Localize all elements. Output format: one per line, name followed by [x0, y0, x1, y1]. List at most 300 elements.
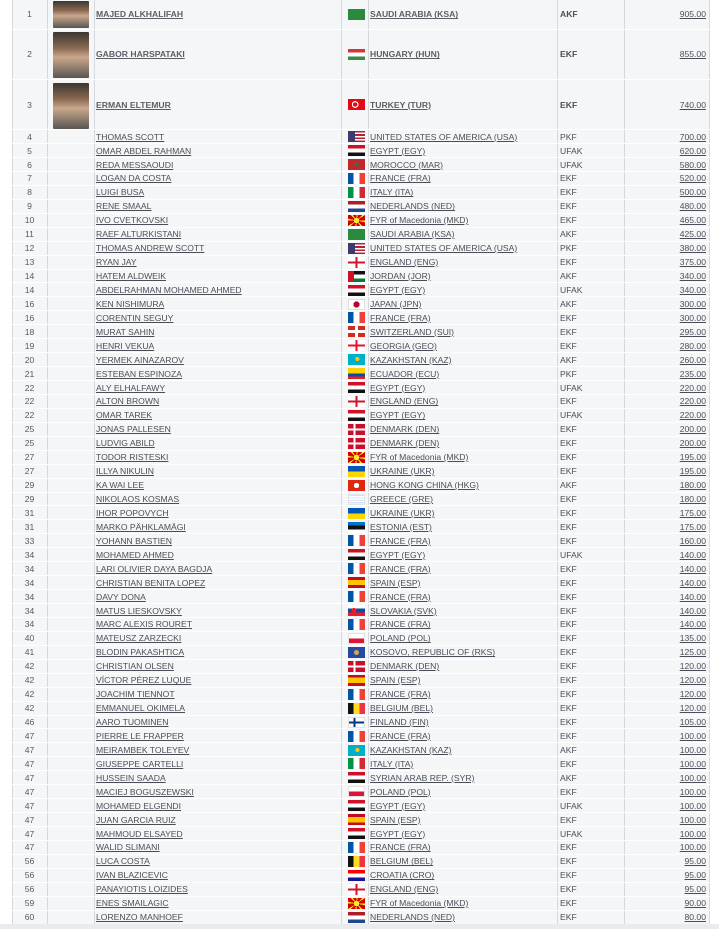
table-row — [12, 729, 710, 743]
points-link[interactable]: 465.00 — [679, 215, 706, 226]
athlete-name-link[interactable]: GABOR HARSPATAKI — [96, 49, 185, 60]
country-link[interactable]: JAPAN (JPN) — [370, 298, 422, 309]
country-link[interactable]: KAZAKHSTAN (KAZ) — [370, 354, 452, 365]
points-link[interactable]: 120.00 — [679, 703, 706, 714]
points-link[interactable]: 620.00 — [679, 145, 706, 156]
table-row — [12, 297, 710, 311]
flag-cell — [341, 450, 368, 464]
photo-cell — [47, 827, 94, 841]
points-link[interactable]: 160.00 — [679, 535, 706, 546]
points-link[interactable]: 105.00 — [679, 717, 706, 728]
country-link[interactable]: JORDAN (JOR) — [370, 271, 431, 282]
athlete-name-cell — [94, 130, 341, 144]
country-link[interactable]: EGYPT (EGY) — [370, 549, 426, 560]
athlete-name-cell — [94, 79, 341, 129]
points-cell — [624, 715, 710, 729]
egy-flag-icon — [348, 828, 365, 839]
athlete-name-link[interactable]: CHRISTIAN OLSEN — [96, 661, 174, 672]
country-link[interactable]: EGYPT (EGY) — [370, 800, 426, 811]
fra-flag-icon — [348, 731, 365, 742]
points-link[interactable]: 100.00 — [679, 758, 706, 769]
points-link[interactable]: 480.00 — [679, 201, 706, 212]
athlete-name-link[interactable]: MARC ALEXIS ROURET — [96, 619, 192, 630]
points-link[interactable]: 120.00 — [679, 661, 706, 672]
photo-cell — [47, 269, 94, 283]
flag-cell — [341, 144, 368, 158]
athlete-name-link[interactable]: JUAN GARCIA RUIZ — [96, 814, 176, 825]
athlete-photo — [53, 32, 89, 78]
rank-cell: 47 — [12, 840, 47, 854]
country-link[interactable]: ECUADOR (ECU) — [370, 368, 440, 379]
points-link[interactable]: 80.00 — [684, 912, 706, 923]
points-link[interactable]: 905.00 — [679, 9, 706, 20]
points-link[interactable]: 280.00 — [679, 340, 706, 351]
athlete-name-link[interactable]: ENES SMAILAGIC — [96, 898, 169, 909]
athlete-name-link[interactable]: HUSSEIN SAADA — [96, 772, 166, 783]
athlete-name-link[interactable]: IVAN BLAZICEVIC — [96, 870, 168, 881]
rank-cell: 34 — [12, 562, 47, 576]
athlete-name-cell — [94, 325, 341, 339]
country-link[interactable]: NEDERLANDS (NED) — [370, 912, 455, 923]
country-link[interactable]: SLOVAKIA (SVK) — [370, 605, 437, 616]
athlete-name-cell — [94, 562, 341, 576]
association-cell: EKF — [557, 840, 624, 854]
athlete-name-link[interactable]: LOGAN DA COSTA — [96, 173, 172, 184]
athlete-name-link[interactable]: HENRI VEKUA — [96, 340, 155, 351]
athlete-name-link[interactable]: GIUSEPPE CARTELLI — [96, 758, 184, 769]
points-cell — [624, 283, 710, 297]
country-link[interactable]: DENMARK (DEN) — [370, 661, 440, 672]
athlete-name-link[interactable]: YERMEK AINAZAROV — [96, 354, 184, 365]
country-link[interactable]: UNITED STATES OF AMERICA (USA) — [370, 243, 518, 254]
table-row — [12, 79, 710, 129]
points-cell — [624, 408, 710, 422]
photo-cell — [47, 757, 94, 771]
points-link[interactable]: 220.00 — [679, 396, 706, 407]
athlete-name-link[interactable]: RYAN JAY — [96, 257, 137, 268]
table-row — [12, 659, 710, 673]
photo-cell — [47, 185, 94, 199]
athlete-name-link[interactable]: THOMAS SCOTT — [96, 131, 165, 142]
athlete-name-link[interactable]: BLODIN PAKASHTICA — [96, 647, 185, 658]
points-link[interactable]: 140.00 — [679, 619, 706, 630]
table-row — [12, 185, 710, 199]
athlete-name-cell — [94, 29, 341, 79]
points-link[interactable]: 140.00 — [679, 549, 706, 560]
athlete-name-cell — [94, 854, 341, 868]
athlete-name-cell — [94, 659, 341, 673]
athlete-name-link[interactable]: CORENTIN SEGUY — [96, 312, 174, 323]
flag-cell — [341, 534, 368, 548]
country-link[interactable]: NEDERLANDS (NED) — [370, 201, 455, 212]
athlete-name-link[interactable]: DAVY DONA — [96, 591, 146, 602]
mar-flag-icon — [348, 159, 365, 170]
rank-cell: 2 — [12, 29, 47, 79]
points-cell — [624, 311, 710, 325]
country-link[interactable]: EGYPT (EGY) — [370, 828, 426, 839]
country-link[interactable]: MOROCCO (MAR) — [370, 159, 444, 170]
association-cell: UFAK — [557, 408, 624, 422]
country-link[interactable]: SAUDI ARABIA (KSA) — [370, 229, 455, 240]
horizontal-scrollbar[interactable] — [0, 924, 719, 929]
country-link[interactable]: TURKEY (TUR) — [370, 99, 431, 110]
athlete-name-link[interactable]: ESTEBAN ESPINOZA — [96, 368, 182, 379]
athlete-name-link[interactable]: ABDELRAHMAN MOHAMED AHMED — [96, 284, 242, 295]
country-cell — [368, 910, 557, 924]
athlete-name-link[interactable]: MAJED ALKHALIFAH — [96, 9, 184, 20]
points-cell — [624, 882, 710, 896]
sui-flag-icon — [348, 326, 365, 337]
points-link[interactable]: 340.00 — [679, 284, 706, 295]
athlete-name-link[interactable]: ERMAN ELTEMUR — [96, 99, 171, 110]
country-link[interactable]: FRANCE (FRA) — [370, 842, 431, 853]
country-link[interactable]: FRANCE (FRA) — [370, 173, 431, 184]
rank-cell: 29 — [12, 492, 47, 506]
geo-flag-icon — [348, 340, 365, 351]
points-cell — [624, 158, 710, 172]
points-cell — [624, 353, 710, 367]
country-link[interactable]: SPAIN (ESP) — [370, 577, 421, 588]
country-link[interactable]: FRANCE (FRA) — [370, 563, 431, 574]
table-row — [12, 799, 710, 813]
photo-cell — [47, 534, 94, 548]
athlete-name-link[interactable]: AARO TUOMINEN — [96, 717, 169, 728]
athlete-name-link[interactable]: IHOR POPOVYCH — [96, 507, 169, 518]
country-link[interactable]: EGYPT (EGY) — [370, 145, 426, 156]
country-link[interactable]: UKRAINE (UKR) — [370, 507, 435, 518]
points-link[interactable]: 120.00 — [679, 689, 706, 700]
country-link[interactable]: UNITED STATES OF AMERICA (USA) — [370, 131, 518, 142]
flag-cell — [341, 868, 368, 882]
points-link[interactable]: 580.00 — [679, 159, 706, 170]
flag-cell — [341, 436, 368, 450]
points-cell — [624, 0, 710, 29]
points-link[interactable]: 220.00 — [679, 382, 706, 393]
association-cell: EKF — [557, 29, 624, 79]
country-link[interactable]: HONG KONG CHINA (HKG) — [370, 480, 479, 491]
points-link[interactable]: 740.00 — [679, 99, 706, 110]
points-cell — [624, 813, 710, 827]
hun-flag-icon — [348, 49, 365, 60]
athlete-name-link[interactable]: MOHAMED AHMED — [96, 549, 174, 560]
points-link[interactable]: 100.00 — [679, 800, 706, 811]
athlete-name-link[interactable]: OMAR TAREK — [96, 410, 153, 421]
rank-cell: 12 — [12, 241, 47, 255]
den-flag-icon — [348, 661, 365, 672]
athlete-name-link[interactable]: JONAS PALLESEN — [96, 424, 171, 435]
table-row — [12, 868, 710, 882]
athlete-name-link[interactable]: VÍCTOR PÉREZ LUQUE — [96, 675, 192, 686]
country-link[interactable]: FRANCE (FRA) — [370, 312, 431, 323]
athlete-name-link[interactable]: RAEF ALTURKISTANI — [96, 229, 182, 240]
eng-flag-icon — [348, 257, 365, 268]
photo-cell — [47, 687, 94, 701]
fra-flag-icon — [348, 689, 365, 700]
photo-cell — [47, 394, 94, 408]
rank-cell: 46 — [12, 715, 47, 729]
association-cell: EKF — [557, 785, 624, 799]
athlete-name-link[interactable]: MEIRAMBEK TOLEYEV — [96, 744, 190, 755]
athlete-name-link[interactable]: LUCA COSTA — [96, 856, 150, 867]
flag-cell — [341, 381, 368, 395]
points-link[interactable]: 100.00 — [679, 842, 706, 853]
fra-flag-icon — [348, 591, 365, 602]
country-link[interactable]: GEORGIA (GEO) — [370, 340, 437, 351]
country-link[interactable]: EGYPT (EGY) — [370, 410, 426, 421]
country-link[interactable]: FRANCE (FRA) — [370, 689, 431, 700]
points-link[interactable]: 175.00 — [679, 521, 706, 532]
country-link[interactable]: CROATIA (CRO) — [370, 870, 435, 881]
athlete-name-link[interactable]: MAHMOUD ELSAYED — [96, 828, 183, 839]
photo-cell — [47, 590, 94, 604]
country-cell — [368, 171, 557, 185]
flag-cell — [341, 29, 368, 79]
photo-cell — [47, 548, 94, 562]
country-link[interactable]: POLAND (POL) — [370, 786, 431, 797]
country-link[interactable]: DENMARK (DEN) — [370, 424, 440, 435]
country-link[interactable]: ENGLAND (ENG) — [370, 884, 439, 895]
athlete-name-cell — [94, 673, 341, 687]
points-cell — [624, 213, 710, 227]
country-link[interactable]: HUNGARY (HUN) — [370, 49, 440, 60]
association-cell: PKF — [557, 367, 624, 381]
athlete-name-cell — [94, 269, 341, 283]
athlete-name-link[interactable]: REDA MESSAOUDI — [96, 159, 174, 170]
country-link[interactable]: SPAIN (ESP) — [370, 675, 421, 686]
table-row — [12, 617, 710, 631]
points-link[interactable]: 235.00 — [679, 368, 706, 379]
athlete-name-link[interactable]: JOACHIM TIENNOT — [96, 689, 175, 700]
association-cell: EKF — [557, 882, 624, 896]
athlete-name-link[interactable]: MURAT SAHIN — [96, 326, 155, 337]
athlete-name-link[interactable]: ALY ELHALFAWY — [96, 382, 166, 393]
den-flag-icon — [348, 438, 365, 449]
points-cell — [624, 297, 710, 311]
country-link[interactable]: ENGLAND (ENG) — [370, 257, 439, 268]
athlete-name-link[interactable]: LUIGI BUSA — [96, 187, 145, 198]
flag-cell — [341, 882, 368, 896]
country-cell — [368, 325, 557, 339]
country-link[interactable]: KOSOVO, REPUBLIC OF (RKS) — [370, 647, 496, 658]
country-link[interactable]: FINLAND (FIN) — [370, 717, 429, 728]
points-cell — [624, 729, 710, 743]
points-link[interactable]: 375.00 — [679, 257, 706, 268]
points-link[interactable]: 120.00 — [679, 675, 706, 686]
points-link[interactable]: 180.00 — [679, 494, 706, 505]
country-link[interactable]: ENGLAND (ENG) — [370, 396, 439, 407]
points-cell — [624, 478, 710, 492]
country-link[interactable]: FRANCE (FRA) — [370, 730, 431, 741]
kaz-flag-icon — [348, 745, 365, 756]
points-link[interactable]: 295.00 — [679, 326, 706, 337]
country-cell — [368, 617, 557, 631]
association-cell: EKF — [557, 631, 624, 645]
association-cell: UFAK — [557, 548, 624, 562]
points-link[interactable]: 195.00 — [679, 452, 706, 463]
athlete-name-cell — [94, 464, 341, 478]
athlete-name-link[interactable]: HATEM ALDWEIK — [96, 271, 167, 282]
association-cell: EKF — [557, 492, 624, 506]
athlete-name-link[interactable]: MACIEJ BOGUSZEWSKI — [96, 786, 194, 797]
points-link[interactable]: 300.00 — [679, 298, 706, 309]
points-cell — [624, 701, 710, 715]
points-link[interactable]: 100.00 — [679, 786, 706, 797]
country-link[interactable]: FYR of Macedonia (MKD) — [370, 898, 469, 909]
country-link[interactable]: BELGIUM (BEL) — [370, 703, 434, 714]
mkd-flag-icon — [348, 452, 365, 463]
points-link[interactable]: 260.00 — [679, 354, 706, 365]
athlete-name-link[interactable]: MOHAMED ELGENDI — [96, 800, 181, 811]
rank-cell: 31 — [12, 506, 47, 520]
points-link[interactable]: 100.00 — [679, 730, 706, 741]
points-link[interactable]: 140.00 — [679, 591, 706, 602]
athlete-name-link[interactable]: MARKO PÄHKLAMÄGI — [96, 521, 186, 532]
country-link[interactable]: SAUDI ARABIA (KSA) — [370, 9, 459, 20]
points-link[interactable]: 200.00 — [679, 438, 706, 449]
athlete-name-link[interactable]: EMMANUEL OKIMELA — [96, 703, 185, 714]
flag-cell — [341, 715, 368, 729]
athlete-name-link[interactable]: CHRISTIAN BENITA LOPEZ — [96, 577, 206, 588]
athlete-name-link[interactable]: LUDVIG ABILD — [96, 438, 155, 449]
athlete-name-link[interactable]: ILLYA NIKULIN — [96, 466, 154, 477]
points-link[interactable]: 220.00 — [679, 410, 706, 421]
flag-cell — [341, 464, 368, 478]
athlete-name-link[interactable]: NIKOLAOS KOSMAS — [96, 494, 180, 505]
country-link[interactable]: FRANCE (FRA) — [370, 619, 431, 630]
points-link[interactable]: 195.00 — [679, 466, 706, 477]
country-link[interactable]: FYR of Macedonia (MKD) — [370, 215, 469, 226]
athlete-name-link[interactable]: PIERRE LE FRAPPER — [96, 730, 184, 741]
table-row — [12, 436, 710, 450]
country-cell — [368, 213, 557, 227]
country-link[interactable]: FRANCE (FRA) — [370, 591, 431, 602]
country-cell — [368, 227, 557, 241]
points-cell — [624, 255, 710, 269]
country-link[interactable]: UKRAINE (UKR) — [370, 466, 435, 477]
flag-cell — [341, 241, 368, 255]
athlete-name-link[interactable]: RENE SMAAL — [96, 201, 152, 212]
points-link[interactable]: 100.00 — [679, 828, 706, 839]
athlete-name-cell — [94, 590, 341, 604]
athlete-name-link[interactable]: YOHANN BASTIEN — [96, 535, 172, 546]
country-link[interactable]: ITALY (ITA) — [370, 758, 414, 769]
points-link[interactable]: 425.00 — [679, 229, 706, 240]
points-link[interactable]: 855.00 — [679, 49, 706, 60]
points-link[interactable]: 100.00 — [679, 772, 706, 783]
points-link[interactable]: 140.00 — [679, 577, 706, 588]
athlete-name-link[interactable]: KA WAI LEE — [96, 480, 144, 491]
country-link[interactable]: POLAND (POL) — [370, 633, 431, 644]
points-cell — [624, 227, 710, 241]
table-row — [12, 283, 710, 297]
athlete-name-link[interactable]: ALTON BROWN — [96, 396, 160, 407]
country-cell — [368, 520, 557, 534]
athlete-name-link[interactable]: LORENZO MANHOEF — [96, 912, 183, 923]
athlete-name-link[interactable]: KEN NISHIMURA — [96, 298, 165, 309]
flag-cell — [341, 79, 368, 129]
athlete-name-cell — [94, 743, 341, 757]
association-cell: EKF — [557, 422, 624, 436]
country-link[interactable]: EGYPT (EGY) — [370, 382, 426, 393]
athlete-name-link[interactable]: TODOR RISTESKI — [96, 452, 169, 463]
country-link[interactable]: SPAIN (ESP) — [370, 814, 421, 825]
points-link[interactable]: 175.00 — [679, 507, 706, 518]
points-link[interactable]: 95.00 — [684, 884, 706, 895]
points-link[interactable]: 300.00 — [679, 312, 706, 323]
association-cell: EKF — [557, 604, 624, 618]
country-link[interactable]: ITALY (ITA) — [370, 187, 414, 198]
points-link[interactable]: 95.00 — [684, 870, 706, 881]
country-link[interactable]: DENMARK (DEN) — [370, 438, 440, 449]
flag-cell — [341, 910, 368, 924]
athlete-name-cell — [94, 213, 341, 227]
association-cell: AKF — [557, 269, 624, 283]
flag-cell — [341, 353, 368, 367]
photo-cell — [47, 910, 94, 924]
country-link[interactable]: SYRIAN ARAB REP. (SYR) — [370, 772, 475, 783]
photo-cell — [47, 130, 94, 144]
points-link[interactable]: 100.00 — [679, 814, 706, 825]
rank-cell: 56 — [12, 868, 47, 882]
country-link[interactable]: FRANCE (FRA) — [370, 535, 431, 546]
country-link[interactable]: GREECE (GRE) — [370, 494, 434, 505]
points-link[interactable]: 700.00 — [679, 131, 706, 142]
country-link[interactable]: SWITZERLAND (SUI) — [370, 326, 455, 337]
points-cell — [624, 79, 710, 129]
country-cell — [368, 478, 557, 492]
points-link[interactable]: 500.00 — [679, 187, 706, 198]
country-link[interactable]: EGYPT (EGY) — [370, 284, 426, 295]
table-row — [12, 367, 710, 381]
table-row — [12, 0, 710, 29]
table-row — [12, 381, 710, 395]
rank-cell: 27 — [12, 450, 47, 464]
points-link[interactable]: 100.00 — [679, 744, 706, 755]
athlete-name-link[interactable]: LARI OLIVIER DAYA BAGDJA — [96, 563, 213, 574]
country-link[interactable]: KAZAKHSTAN (KAZ) — [370, 744, 452, 755]
points-link[interactable]: 140.00 — [679, 563, 706, 574]
mkd-flag-icon — [348, 215, 365, 226]
points-link[interactable]: 380.00 — [679, 243, 706, 254]
points-link[interactable]: 135.00 — [679, 633, 706, 644]
photo-cell — [47, 659, 94, 673]
athlete-name-link[interactable]: THOMAS ANDREW SCOTT — [96, 243, 205, 254]
country-link[interactable]: FYR of Macedonia (MKD) — [370, 452, 469, 463]
points-link[interactable]: 95.00 — [684, 856, 706, 867]
athlete-name-link[interactable]: WALID SLIMANI — [96, 842, 160, 853]
athlete-name-link[interactable]: OMAR ABDEL RAHMAN — [96, 145, 192, 156]
points-cell — [624, 269, 710, 283]
athlete-name-link[interactable]: MATEUSZ ZARZECKI — [96, 633, 182, 644]
country-link[interactable]: BELGIUM (BEL) — [370, 856, 434, 867]
athlete-name-link[interactable]: IVO CVETKOVSKI — [96, 215, 169, 226]
photo-cell — [47, 673, 94, 687]
points-link[interactable]: 340.00 — [679, 271, 706, 282]
country-cell — [368, 868, 557, 882]
points-link[interactable]: 200.00 — [679, 424, 706, 435]
athlete-name-link[interactable]: MATUS LIESKOVSKY — [96, 605, 182, 616]
hkg-flag-icon — [348, 480, 365, 491]
points-link[interactable]: 180.00 — [679, 480, 706, 491]
points-link[interactable]: 520.00 — [679, 173, 706, 184]
points-link[interactable]: 125.00 — [679, 647, 706, 658]
table-row — [12, 910, 710, 924]
country-link[interactable]: ESTONIA (EST) — [370, 521, 432, 532]
athlete-name-cell — [94, 241, 341, 255]
points-link[interactable]: 140.00 — [679, 605, 706, 616]
points-link[interactable]: 90.00 — [684, 898, 706, 909]
athlete-name-link[interactable]: PANAYIOTIS LOIZIDES — [96, 884, 188, 895]
